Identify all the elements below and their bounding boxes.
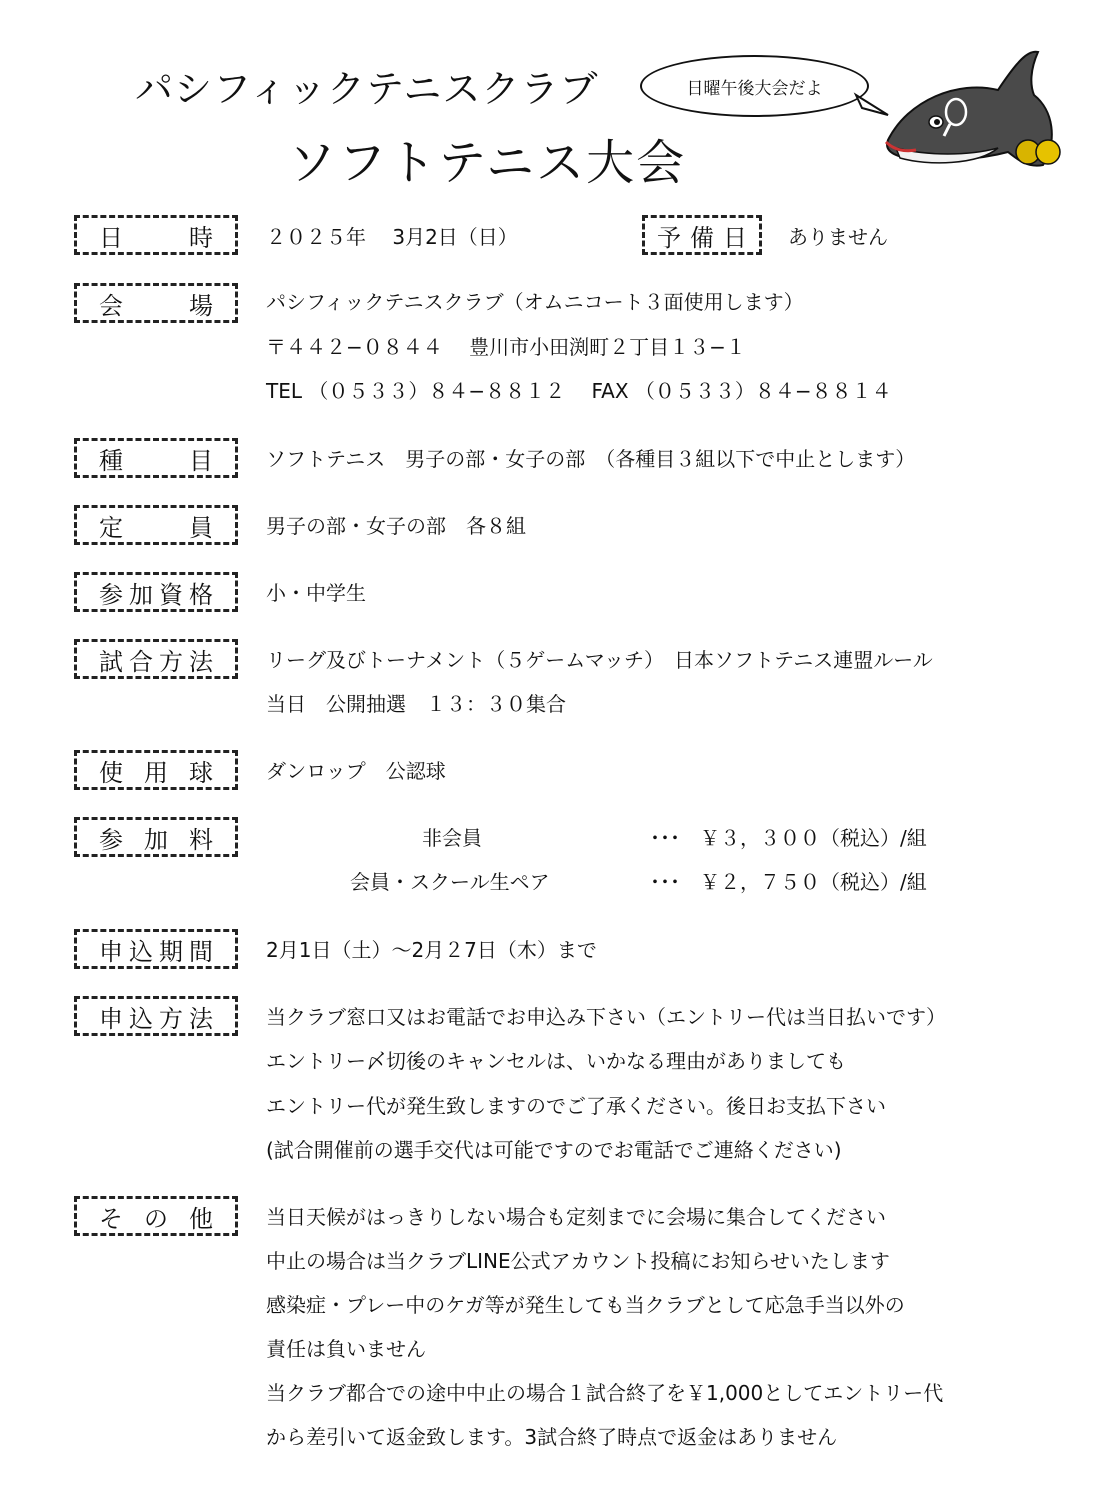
ball-value: ダンロップ 公認球 <box>266 759 446 783</box>
event-title: ソフトテニス大会 <box>288 135 687 191</box>
application-method-line: エントリー代が発生致しますのでご了承ください。後日お支払下さい <box>266 1094 886 1118</box>
venue-address: 〒４４２−０８４４ 豊川市小田渕町２丁目１３−１ <box>266 335 746 359</box>
label-char: 方 <box>159 647 183 676</box>
application-method-line: 当クラブ窓口又はお電話でお申込み下さい（エントリー代は当日払いです） <box>266 1005 946 1029</box>
application-period-value: 2月1日（土）～2月２7日（木）まで <box>266 938 597 962</box>
datetime-value: ２０２５年 3月2日（日） <box>266 225 518 249</box>
other-line: 責任は負いません <box>266 1337 426 1361</box>
label-char: 種 <box>99 446 123 475</box>
label-char: 参 <box>99 825 123 854</box>
label-char: 期 <box>159 937 183 966</box>
label-other <box>74 1196 238 1236</box>
label-char: 込 <box>129 937 153 966</box>
label-char: 資 <box>159 580 183 609</box>
other-line: 当クラブ都合での途中中止の場合１試合終了を￥1,000としてエントリー代 <box>266 1381 944 1405</box>
label-char: 参 <box>99 580 123 609</box>
label-char: 申 <box>99 937 123 966</box>
match-format-line: 当日 公開抽選 １３：３０集合 <box>266 692 566 716</box>
label-char: 予 <box>657 223 681 252</box>
label-capacity <box>74 505 238 545</box>
label-venue <box>74 283 238 323</box>
label-char: 定 <box>99 513 123 542</box>
label-eligibility <box>74 572 238 612</box>
label-fee <box>74 817 238 857</box>
application-method-line: エントリー〆切後のキャンセルは、いかなる理由がありましても <box>266 1049 846 1073</box>
label-char: 他 <box>189 1204 213 1233</box>
label-event-type <box>74 438 238 478</box>
label-char: 格 <box>189 580 213 609</box>
speech-bubble-text: 日曜午後大会だよ <box>686 78 823 99</box>
label-match-format <box>74 639 238 679</box>
label-char: 球 <box>189 758 213 787</box>
label-char: 加 <box>144 825 168 854</box>
fee-row-name: 会員・スクール生ペア <box>350 870 550 894</box>
label-char: 日 <box>99 223 123 252</box>
label-char: 法 <box>189 647 213 676</box>
label-char: 込 <box>129 1004 153 1033</box>
label-char: 日 <box>723 223 747 252</box>
label-char: 員 <box>189 513 213 542</box>
label-char: 目 <box>189 446 213 475</box>
other-line: 中止の場合は当クラブLINE公式アカウント投稿にお知らせいたします <box>266 1249 890 1273</box>
label-char: 備 <box>690 223 714 252</box>
label-char: 時 <box>189 223 213 252</box>
label-char: 申 <box>99 1004 123 1033</box>
label-char: 方 <box>159 1004 183 1033</box>
speech-bubble <box>640 55 869 117</box>
fee-row-value: ･･･ ￥２，７５０（税込）/組 <box>650 870 927 894</box>
other-line: 感染症・プレー中のケガ等が発生しても当クラブとして応急手当以外の <box>266 1293 905 1317</box>
label-char: 会 <box>99 291 123 320</box>
label-char: 試 <box>99 647 123 676</box>
label-reserve-day <box>642 215 762 255</box>
label-char: 使 <box>99 758 123 787</box>
dolphin-mascot-icon <box>848 40 1078 180</box>
club-name: パシフィックテニスクラブ <box>135 67 599 111</box>
label-char: 法 <box>189 1004 213 1033</box>
label-char: 場 <box>189 291 213 320</box>
fee-row-value: ･･･ ￥３，３００（税込）/組 <box>650 826 927 850</box>
label-char: の <box>144 1204 168 1233</box>
label-application-method <box>74 996 238 1036</box>
label-char: 料 <box>189 825 213 854</box>
application-method-line: (試合開催前の選手交代は可能ですのでお電話でご連絡ください) <box>266 1138 842 1162</box>
label-datetime <box>74 215 238 255</box>
eligibility-value: 小・中学生 <box>266 581 366 605</box>
other-line: から差引いて返金致します。3試合終了時点で返金はありません <box>266 1425 838 1449</box>
match-format-line: リーグ及びトーナメント（５ゲームマッチ） 日本ソフトテニス連盟ルール <box>266 648 933 672</box>
label-char: 間 <box>189 937 213 966</box>
label-char: 用 <box>144 758 168 787</box>
label-char: 合 <box>129 647 153 676</box>
other-line: 当日天候がはっきりしない場合も定刻までに会場に集合してください <box>266 1205 886 1229</box>
label-ball <box>74 750 238 790</box>
capacity-value: 男子の部・女子の部 各８組 <box>266 514 526 538</box>
reserve-day-value: ありません <box>788 225 888 249</box>
fee-row-name: 非会員 <box>422 826 482 850</box>
label-char: 加 <box>129 580 153 609</box>
label-char: そ <box>99 1204 123 1233</box>
label-application-period <box>74 929 238 969</box>
venue-phone-fax: TEL （０５３３）８４−８８１２ FAX （０５３３）８４−８８１４ <box>266 379 892 403</box>
venue-name: パシフィックテニスクラブ（オムニコート３面使用します） <box>266 290 804 314</box>
event-type-value: ソフトテニス 男子の部・女子の部 （各種目３組以下で中止とします） <box>266 447 916 471</box>
